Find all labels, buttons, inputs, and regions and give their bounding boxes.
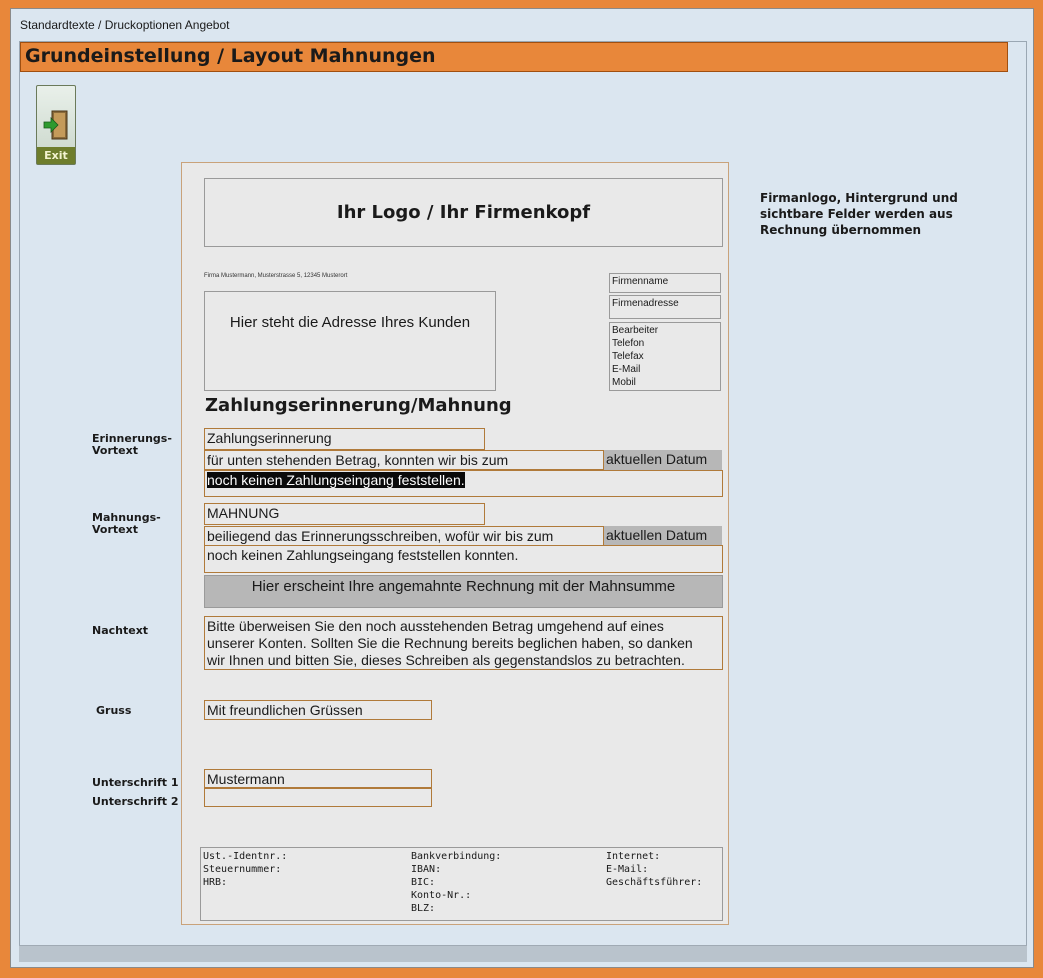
nachtext-line-2: unserer Konten. Sollten Sie die Rechnung bereits beglichen haben, so danken — [207, 635, 693, 651]
address-text: Hier steht die Adresse Ihres Kunden — [229, 314, 471, 331]
label-gruss: Gruss — [96, 704, 132, 717]
gruss-field[interactable]: Mit freundlichen Grüssen — [204, 700, 432, 720]
contact-box[interactable] — [609, 322, 721, 391]
label-mahnung-vortext: Mahnungs- Vortext — [92, 511, 161, 536]
window — [10, 8, 1034, 968]
erinnerung-line2-field[interactable] — [204, 470, 723, 497]
footer-iban: IBAN: — [411, 864, 442, 875]
mahnung-line1-field[interactable]: beiliegend das Erinnerungsschreiben, wofür wir bis zum — [204, 526, 604, 546]
footer-kontonr: Konto-Nr.: — [411, 890, 472, 901]
exit-button[interactable] — [36, 85, 76, 165]
contact-telefon: Telefon — [612, 338, 645, 349]
mahnung-line2-field[interactable]: noch keinen Zahlungseingang feststellen konnten. — [204, 545, 723, 573]
document-heading: Zahlungserinnerung/Mahnung — [205, 395, 512, 416]
mahnung-title-field[interactable]: MAHNUNG — [204, 503, 485, 525]
footer-blz: BLZ: — [411, 903, 436, 914]
unterschrift-1-field[interactable]: Mustermann — [204, 769, 432, 788]
aktuellen-datum-2: aktuellen Datum — [604, 526, 722, 546]
erinnerung-line2-text: noch keinen Zahlungseingang feststellen. — [207, 472, 465, 488]
exit-door-icon — [43, 110, 69, 140]
label-unterschrift-1: Unterschrift 1 — [92, 776, 179, 789]
contact-mobil: Mobil — [612, 377, 636, 388]
window-title: Standardtexte / Druckoptionen Angebot — [20, 18, 230, 32]
logo-box — [204, 178, 723, 247]
contact-bearbeiter: Bearbeiter — [612, 325, 659, 336]
document-preview — [181, 162, 729, 925]
footer-col-3 — [606, 850, 702, 889]
info-note: Firmanlogo, Hintergrund und sichtbare Felder werden aus Rechnung übernommen — [760, 191, 958, 237]
logo-text: Ihr Logo / Ihr Firmenkopf — [336, 202, 591, 223]
status-strip — [19, 945, 1027, 962]
nachtext-field[interactable] — [204, 616, 723, 670]
footer-col-1 — [203, 850, 287, 889]
contact-email: E-Mail — [612, 364, 641, 375]
label-nachtext: Nachtext — [92, 624, 149, 637]
page-title: Grundeinstellung / Layout Mahnungen — [20, 42, 1008, 72]
contact-telefax: Telefax — [612, 351, 644, 362]
erinnerung-line1-field[interactable]: für unten stehenden Betrag, konnten wir bis zum — [204, 450, 604, 470]
form-area — [19, 41, 1027, 946]
nachtext-line-1: Bitte überweisen Sie den noch ausstehenden Betrag umgehend auf eines — [207, 618, 664, 634]
label-unterschrift-2: Unterschrift 2 — [92, 795, 179, 808]
footer-box — [200, 847, 723, 921]
exit-label: Exit — [37, 147, 75, 164]
footer-ust: Ust.-Identnr.: — [203, 851, 288, 862]
sender-line: Firma Mustermann, Musterstrasse 5, 12345 Musterort — [204, 273, 348, 279]
invoice-placeholder: Hier erscheint Ihre angemahnte Rechnung mit der Mahnsumme — [204, 575, 723, 608]
footer-bankverbindung: Bankverbindung: — [411, 851, 502, 862]
footer-bic: BIC: — [411, 877, 436, 888]
footer-email: E-Mail: — [606, 864, 649, 875]
footer-steuernummer: Steuernummer: — [203, 864, 282, 875]
erinnerung-title-field[interactable]: Zahlungserinnerung — [204, 428, 485, 450]
footer-geschaeftsfuehrer: Geschäftsführer: — [606, 877, 703, 888]
unterschrift-2-field[interactable] — [204, 788, 432, 807]
footer-hrb: HRB: — [203, 877, 228, 888]
address-box — [204, 291, 496, 391]
firmenadresse-field[interactable]: Firmenadresse — [609, 295, 721, 319]
firmenname-field[interactable]: Firmenname — [609, 273, 721, 293]
nachtext-line-3: wir Ihnen und bitten Sie, dieses Schreiben als gegenstandslos zu betrachten. — [207, 652, 685, 668]
footer-internet: Internet: — [606, 851, 661, 862]
footer-col-2 — [411, 850, 501, 915]
aktuellen-datum-1: aktuellen Datum — [604, 450, 722, 470]
label-erinnerung-vortext: Erinnerungs- Vortext — [92, 432, 172, 457]
